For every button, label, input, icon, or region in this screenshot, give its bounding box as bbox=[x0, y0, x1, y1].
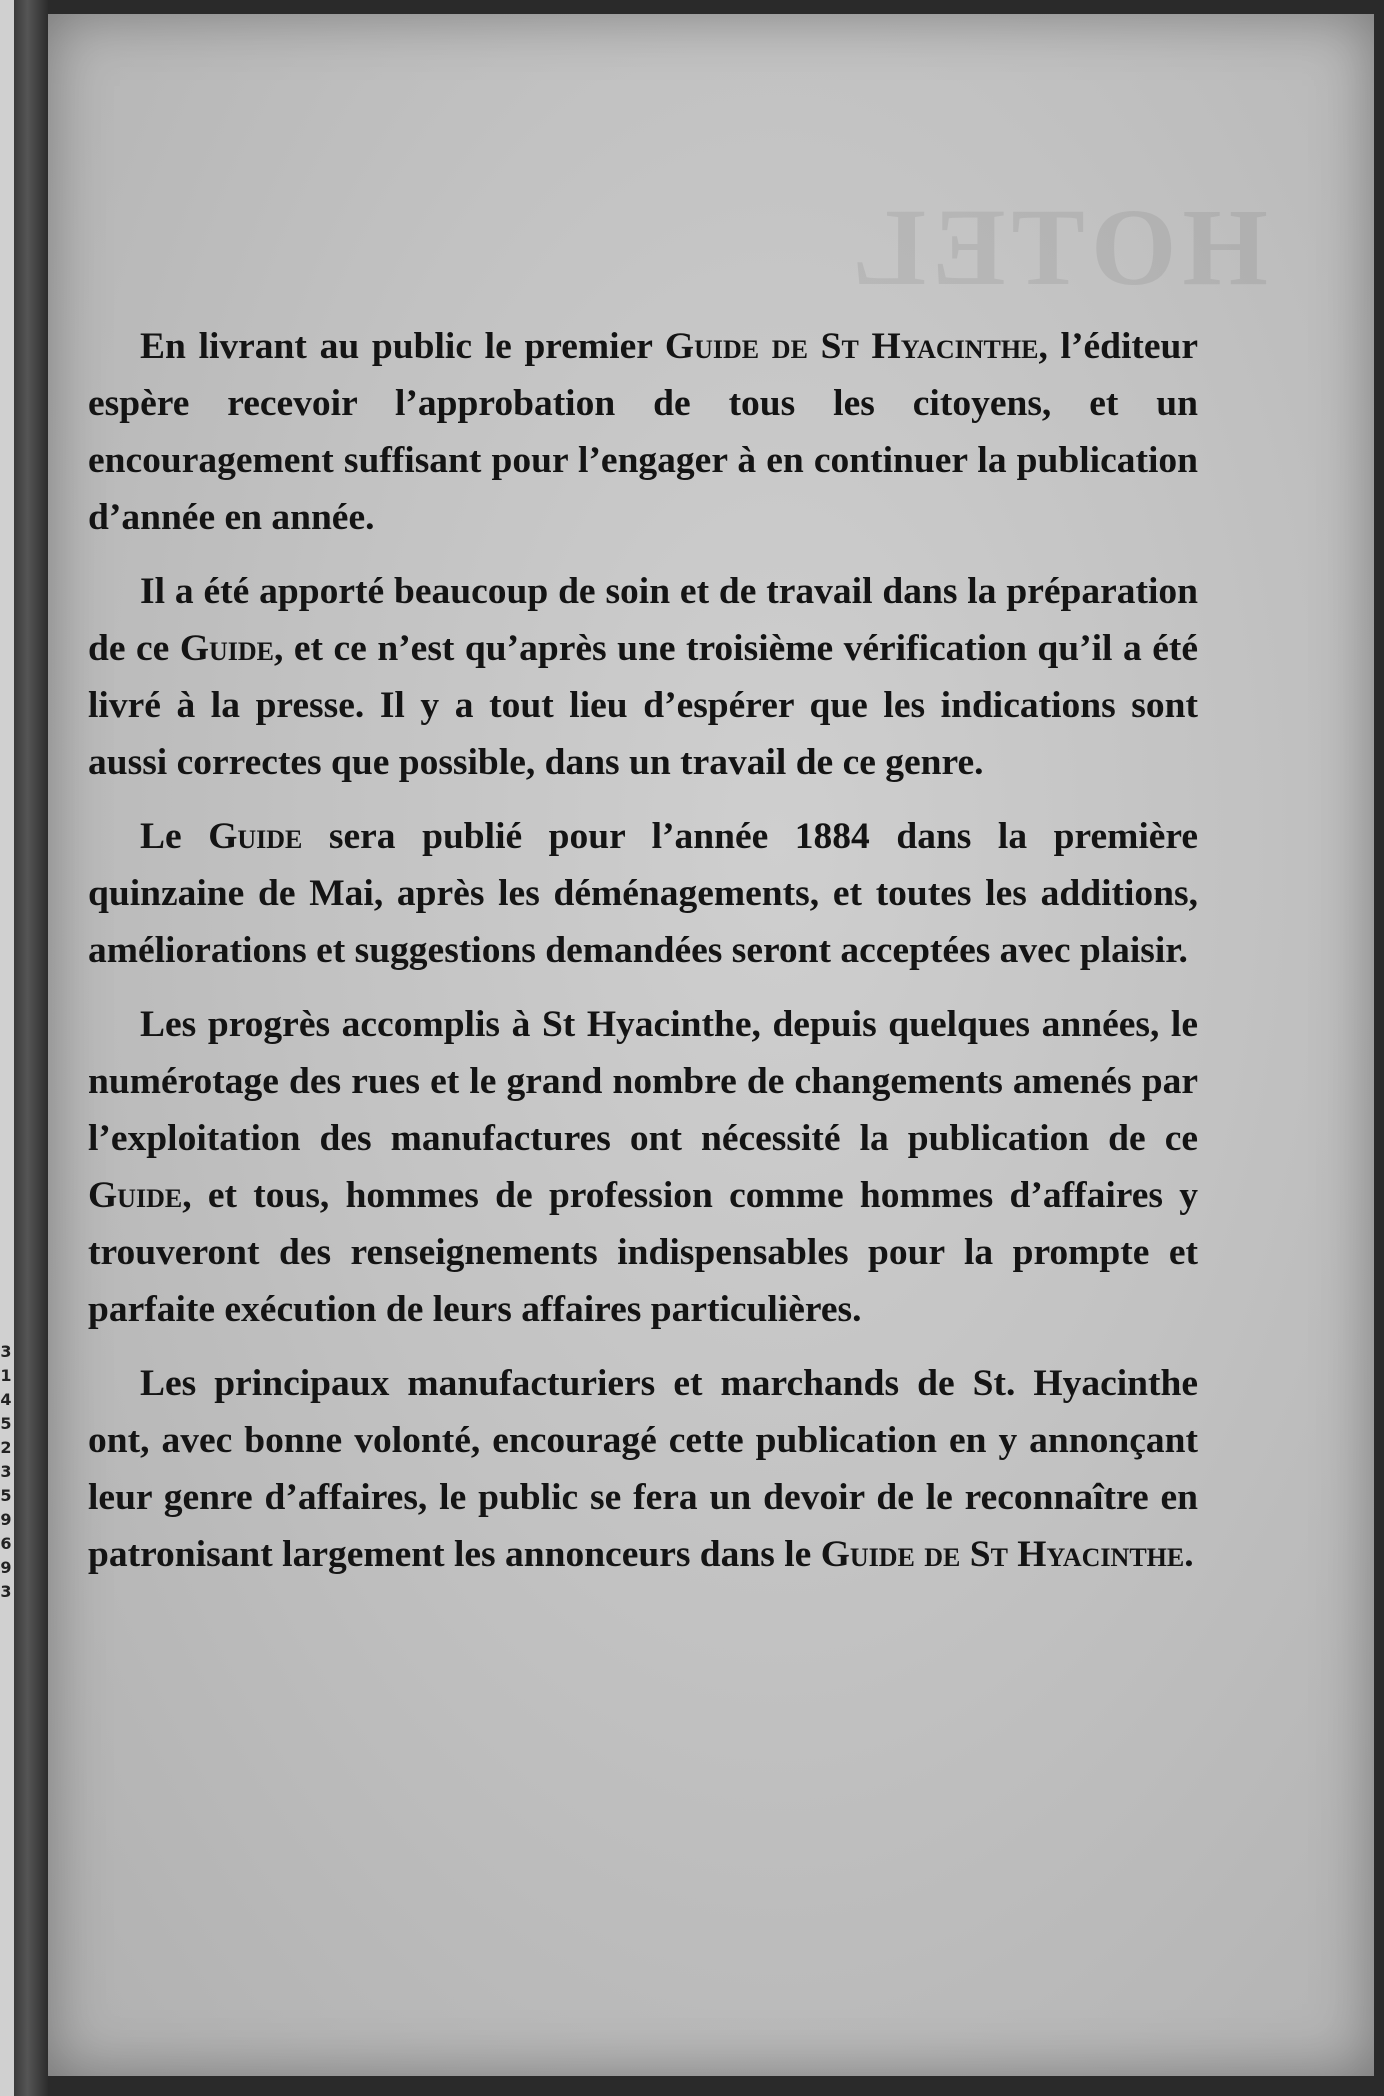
text-span: , et tous, hommes de profession comme hommes d’affaires y trouveront des renseignements indispensables pour la prompte et parfaite exécution de leurs affaires particulières. bbox=[88, 1175, 1198, 1330]
paragraph-4 bbox=[88, 996, 1198, 1338]
spine-digit: 2 bbox=[0, 1438, 12, 1457]
text-span: , et ce n’est qu’après une troisième vérification qu’il a été livré à la presse. Il y a tout lieu d’espérer que les indications sont aussi correctes que possible, dans un travail de ce genre. bbox=[88, 628, 1199, 783]
guide-word: Guide bbox=[208, 816, 303, 857]
preface-text bbox=[88, 318, 1198, 1600]
text-span: Les principaux manufacturiers et marchands de St. Hyacinthe ont, avec bonne volonté, encouragé cette publication en y annonçant leur genre d’affaires, le public se fera un devoir de le reconnaître en patronisant largement les annonceurs dans le bbox=[88, 1363, 1198, 1575]
text-span: En livrant au public le premier bbox=[140, 326, 653, 367]
paragraph-5 bbox=[88, 1355, 1198, 1583]
guide-word: Guide bbox=[88, 1175, 183, 1216]
adjacent-page-edge bbox=[0, 0, 14, 2096]
guide-word: Guide bbox=[179, 628, 275, 669]
spine-digit: 4 bbox=[0, 1390, 12, 1409]
paragraph-3 bbox=[88, 808, 1198, 979]
text-span: . bbox=[1184, 1534, 1194, 1575]
spine-digit: 1 bbox=[0, 1366, 12, 1385]
paragraph-2 bbox=[88, 563, 1198, 791]
spine-digit-column bbox=[0, 1340, 12, 1604]
book-binding-shadow bbox=[14, 0, 48, 2096]
text-span: sera publié pour l’année 1884 dans la première quinzaine de Mai, après les déménagements, et toutes les additions, améliorations et suggestions demandées seront acceptées avec plaisir. bbox=[88, 816, 1198, 971]
spine-digit: 3 bbox=[0, 1462, 12, 1481]
guide-title: Guide de St Hyacinthe bbox=[820, 1534, 1185, 1575]
guide-title: Guide de St Hyacinthe bbox=[664, 326, 1039, 367]
spine-digit: 3 bbox=[0, 1342, 12, 1361]
spine-digit: 9 bbox=[0, 1510, 12, 1529]
spine-digit: 6 bbox=[0, 1534, 12, 1553]
text-span: , l’éditeur espère recevoir l’approbation de tous les citoyens, et un encouragement suffisant pour l’engager à en continuer la publication d’année en année. bbox=[88, 326, 1198, 538]
spine-digit: 5 bbox=[0, 1486, 12, 1505]
spine-digit: 5 bbox=[0, 1414, 12, 1433]
show-through-print: HOTEL bbox=[846, 186, 1268, 308]
spine-digit: 3 bbox=[0, 1582, 12, 1601]
text-span: Le bbox=[140, 816, 182, 857]
text-span: Il a été apporté beaucoup de soin et de travail dans la préparation de ce bbox=[88, 571, 1198, 669]
paragraph-1 bbox=[88, 318, 1198, 546]
text-span: Les progrès accomplis à St Hyacinthe, depuis quelques années, le numérotage des rues et le grand nombre de changements amenés par l’exploitation des manufactures ont nécessité la publication de ce bbox=[88, 1004, 1198, 1159]
spine-digit: 9 bbox=[0, 1558, 12, 1577]
